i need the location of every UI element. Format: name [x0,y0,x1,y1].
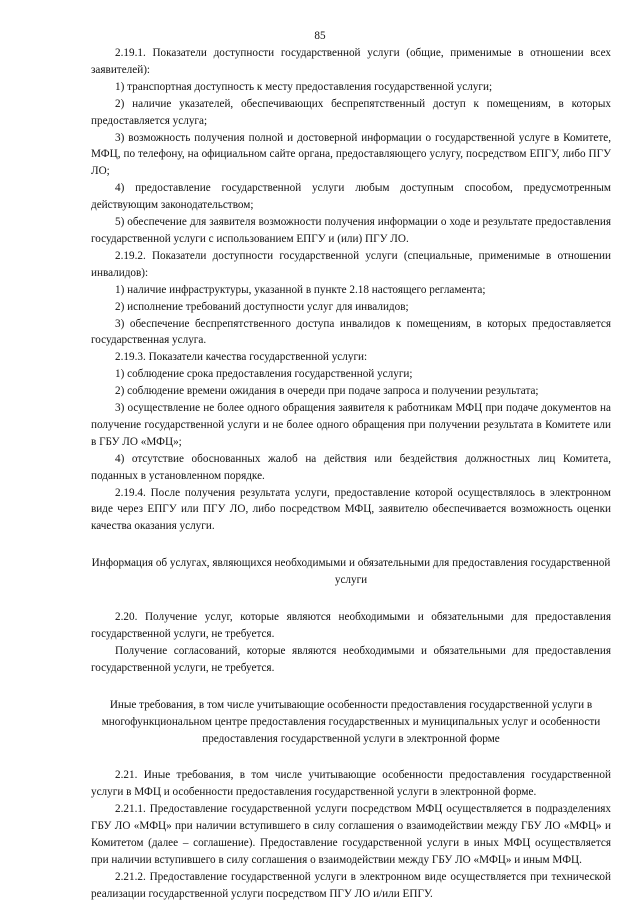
paragraph: 1) транспортная доступность к месту предоставления государственной услуги; [115,80,493,93]
paragraph: 2) наличие указателей, обеспечивающих беспрепятственный доступ к помещениям, в которых предоставляется услуга; [91,97,611,127]
paragraph: 2.19.4. После получения результата услуги, предоставление которой осуществлялось в электронном виде через ЕПГУ или ПГУ ЛО, либо посредством МФЦ, заявителю обеспечивается возможность оценки качества оказания услуги. [91,486,611,533]
paragraph: 2.20. Получение услуг, которые являются необходимыми и обязательными для предоставления государственной услуги, не требуется. [91,611,611,640]
document-body [91,45,611,903]
paragraph: 3) обеспечение беспрепятственного доступа инвалидов к помещениям, в которых предоставляется государственная услуга. [91,317,611,347]
section-heading: Иные требования, в том числе учитывающие особенности предоставления государственной услуги в многофункциональном центре предоставления государственных и муниципальных услуг и особенности предоставления государственной услуги в электронной форме [101,698,601,745]
paragraph: 1) соблюдение срока предоставления государственной услуги; [115,368,413,381]
paragraph: 2.19.2. Показатели доступности государственной услуги (специальные, применимые в отношении инвалидов): [91,249,611,279]
paragraph: 3) осуществление не более одного обращения заявителя к работникам МФЦ при подаче документов на получение государственной услуги и не более одного обращения при получении результата в Комитете или в ГБУ ЛО «МФЦ»; [91,402,611,448]
paragraph: 4) отсутствие обоснованных жалоб на действия или бездействия должностных лиц Комитета, поданных в установленном порядке. [91,452,611,482]
paragraph: 1) наличие инфраструктуры, указанной в пункте 2.18 настоящего регламента; [115,283,486,296]
paragraph: 5) обеспечение для заявителя возможности получения информации о ходе и результате предоставления государственной услуги с использованием ЕПГУ и (или) ПГУ ЛО. [91,216,611,245]
paragraph: 2.21. Иные требования, в том числе учитывающие особенности предоставления государственной услуги в МФЦ и особенности предоставления государственной услуги в электронной форме. [91,769,611,799]
paragraph: 2) соблюдение времени ожидания в очереди при подаче запроса и получении результата; [115,385,539,398]
paragraph: 2) исполнение требований доступности услуг для инвалидов; [115,300,409,313]
paragraph: 3) возможность получения полной и достоверной информации о государственной услуге в Комитете, МФЦ, по телефону, на официальном сайте органа, предоставляющего услугу, посредством ЕПГУ, либо ПГУ ЛО; [91,131,611,178]
page-number: 85 [314,30,326,42]
paragraph: 2.21.1. Предоставление государственной услуги посредством МФЦ осуществляется в подразделениях ГБУ ЛО «МФЦ» при наличии вступившего в силу соглашения о взаимодействии между ГБУ ЛО «МФЦ» и Комитетом (далее – соглашение). Предоставление государственной услуги в иных МФЦ осуществляется при наличии вступившего в силу соглашения о взаимодействии между ГБУ ЛО «МФЦ» и иным МФЦ. [91,803,611,866]
paragraph: 2.19.1. Показатели доступности государственной услуги (общие, применимые в отношении всех заявителей): [91,47,611,76]
paragraph: Получение согласований, которые являются необходимыми и обязательными для предоставления государственной услуги, не требуется. [91,644,611,674]
paragraph: 4) предоставление государственной услуги любым доступным способом, предусмотренным действующим законодательством; [91,182,611,212]
paragraph: 2.19.3. Показатели качества государственной услуги: [115,351,368,364]
paragraph: 2.21.2. Предоставление государственной услуги в электронном виде осуществляется при технической реализации государственной услуги посредством ПГУ ЛО и/или ЕПГУ. [91,870,611,900]
section-heading: Информация об услугах, являющихся необходимыми и обязательными для предоставления государственной услуги [91,557,611,587]
